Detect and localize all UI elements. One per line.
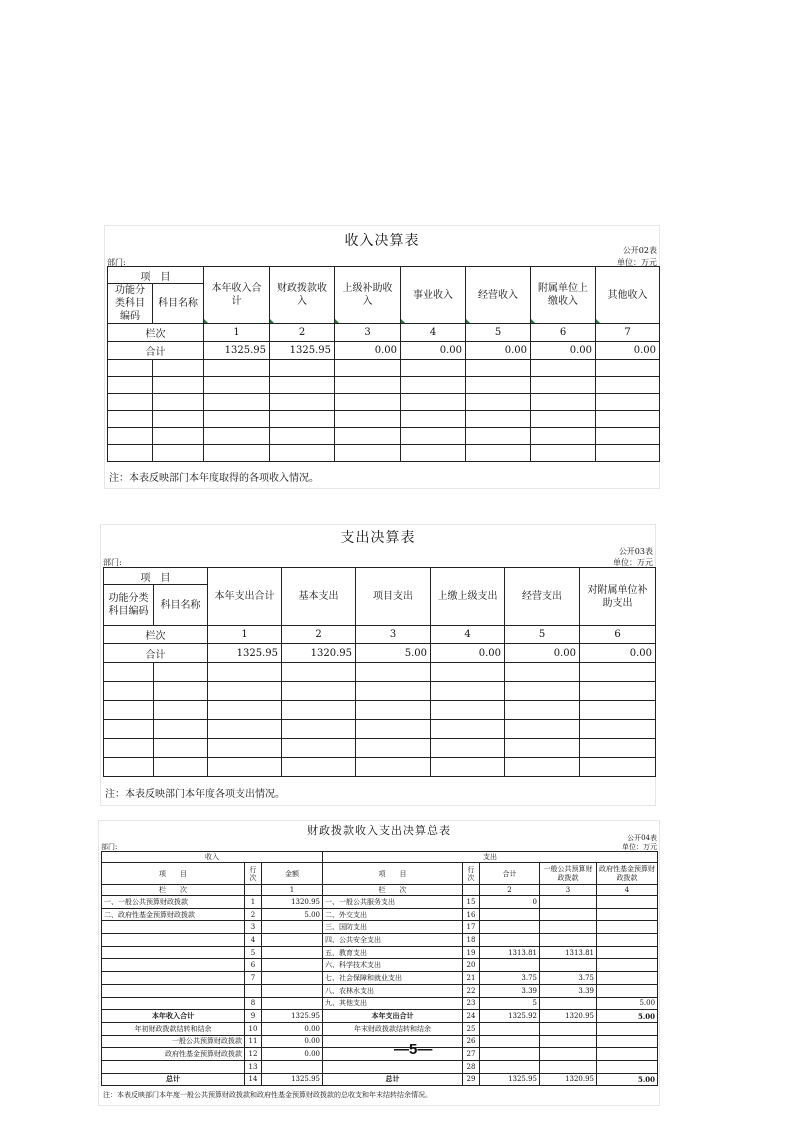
fiscal-in-amount [262,921,323,934]
fiscal-ex-general [540,1048,597,1061]
fiscal-ex-fund [597,972,658,985]
fiscal-ex-rowno: 28 [463,1060,480,1073]
fiscal-ex-total: 0 [480,896,540,909]
fiscal-ex-label [323,1048,463,1061]
fiscal-ex-general: 1320.95 [540,1073,597,1086]
fiscal-in-amount: 1325.95 [262,1073,323,1086]
table-row [108,411,660,428]
income-total-value: 0.00 [531,342,596,360]
fiscal-in-label [102,972,245,985]
table-row [102,959,658,972]
expense-colnum: 6 [580,626,656,644]
fiscal-in-amount: 1320.95 [262,896,323,909]
fiscal-in-amount: 0.00 [262,1048,323,1061]
table-row [102,946,658,959]
expense-header-name: 科目名称 [154,585,208,626]
fiscal-ex-item-header: 项 目 [323,863,463,885]
fiscal-in-amount [262,934,323,947]
fiscal-in-label: 二、政府性基金预算财政拨款 [102,908,245,921]
fiscal-ex-fund-header: 政府性基金预算财政拨款 [597,863,658,885]
expense-header-item: 项 目 [104,568,208,585]
fiscal-colnum: 3 [540,885,597,896]
expense-dept: 部门: [103,558,122,567]
fiscal-in-label: 总计 [102,1073,245,1086]
income-colnum: 5 [466,324,531,342]
fiscal-ex-fund [597,908,658,921]
fiscal-ex-total [480,908,540,921]
income-col-1: 本年收入合计 [204,267,270,324]
expense-colnum: 5 [505,626,580,644]
fiscal-in-item-header: 项 目 [102,863,245,885]
income-dept: 部门: [107,258,126,267]
fiscal-ex-rowno: 29 [463,1073,480,1086]
fiscal-ex-label: 本年支出合计 [323,1010,463,1023]
fiscal-ex-rowno: 17 [463,921,480,934]
fiscal-ex-rowno: 25 [463,1022,480,1035]
table-row [104,663,656,682]
fiscal-in-label [102,984,245,997]
fiscal-in-rowno: 10 [245,1022,262,1035]
table-row [102,921,658,934]
fiscal-ex-total: 1325.92 [480,1010,540,1023]
expense-total-label: 合计 [104,644,208,663]
income-colnum: 3 [335,324,401,342]
fiscal-in-label: 年初财政拨款结转和结余 [102,1022,245,1035]
income-colnum: 6 [531,324,596,342]
fiscal-ex-total: 1325.95 [480,1073,540,1086]
fiscal-code: 公开04表 [627,834,657,842]
income-col-7: 其他收入 [596,267,660,324]
fiscal-ex-fund: 5.00 [597,997,658,1010]
table-row [104,701,656,720]
fiscal-in-amount: 0.00 [262,1035,323,1048]
fiscal-ex-rowno: 20 [463,959,480,972]
fiscal-in-rowno: 3 [245,921,262,934]
fiscal-sheet [98,820,660,1106]
income-total-value: 1325.95 [270,342,335,360]
fiscal-ex-rowno: 21 [463,972,480,985]
fiscal-ex-label: 九、其他支出 [323,997,463,1010]
fiscal-ex-general [540,934,597,947]
fiscal-in-amount-header: 金额 [262,863,323,885]
fiscal-ex-rowno: 23 [463,997,480,1010]
fiscal-ex-rowno: 26 [463,1035,480,1048]
fiscal-ex-total: 1313.81 [480,946,540,959]
fiscal-table [101,851,658,1086]
expense-code: 公开03表 [618,547,653,556]
fiscal-ex-total [480,1048,540,1061]
table-row [108,445,660,462]
expense-col-4: 上缴上级支出 [431,568,505,626]
income-header-item: 项 目 [108,267,204,284]
expense-table [103,567,656,777]
income-header-func: 功能分类科目编码 [108,284,153,324]
fiscal-ex-label: 四、公共安全支出 [323,934,463,947]
table-row [102,1048,658,1061]
fiscal-ex-fund: 5.00 [597,1010,658,1023]
fiscal-in-rowno: 12 [245,1048,262,1061]
fiscal-ex-general: 1320.95 [540,1010,597,1023]
fiscal-in-rowno-header: 行次 [245,863,262,885]
table-row [108,394,660,411]
fiscal-ex-rowno-header: 行次 [463,863,480,885]
expense-col-1: 本年支出合计 [208,568,282,626]
fiscal-ex-total [480,921,540,934]
expense-col-3: 项目支出 [356,568,431,626]
fiscal-in-rowno: 4 [245,934,262,947]
page-number: —5— [394,1041,433,1058]
fiscal-in-label [102,946,245,959]
fiscal-in-rowno: 7 [245,972,262,985]
fiscal-ex-colnum-label: 栏 次 [323,885,463,896]
fiscal-ex-rowno: 16 [463,908,480,921]
fiscal-colnum: 1 [262,885,323,896]
table-row [104,739,656,758]
fiscal-ex-total [480,934,540,947]
fiscal-ex-general [540,959,597,972]
fiscal-ex-fund [597,1022,658,1035]
fiscal-ex-rowno: 19 [463,946,480,959]
fiscal-ex-fund: 5.00 [597,1073,658,1086]
fiscal-in-label: 一、一般公共预算财政拨款 [102,896,245,909]
fiscal-ex-label [323,1035,463,1048]
fiscal-ex-total [480,1035,540,1048]
table-row [102,934,658,947]
fiscal-ex-fund [597,1060,658,1073]
fiscal-in-rowno: 8 [245,997,262,1010]
expense-colnum: 3 [356,626,431,644]
income-total-value: 0.00 [401,342,466,360]
fiscal-ex-total: 3.75 [480,972,540,985]
fiscal-in-amount [262,946,323,959]
fiscal-unit: 单位：万元 [622,843,657,851]
expense-colnum: 2 [282,626,356,644]
expense-total-value: 0.00 [580,644,656,663]
fiscal-in-amount: 0.00 [262,1022,323,1035]
fiscal-ex-total: 3.39 [480,984,540,997]
fiscal-ex-general [540,896,597,909]
fiscal-dept: 部门: [101,843,118,851]
income-total-value: 1325.95 [204,342,270,360]
fiscal-in-label: 一般公共预算财政拨款 [102,1035,245,1048]
income-colnum: 2 [270,324,335,342]
fiscal-in-amount [262,959,323,972]
expense-colnum: 1 [208,626,282,644]
fiscal-ex-label: 六、科学技术支出 [323,959,463,972]
expense-unit: 单位：万元 [613,558,653,567]
fiscal-ex-fund [597,1035,658,1048]
fiscal-colnum: 2 [480,885,540,896]
fiscal-expense-header: 支出 [323,852,658,863]
income-colnum-label: 栏次 [108,324,204,342]
expense-col-5: 经营支出 [505,568,580,626]
fiscal-ex-total [480,1022,540,1035]
fiscal-in-amount: 5.00 [262,908,323,921]
income-col-2: 财政拨款收入 [270,267,335,324]
fiscal-ex-label: 三、国防支出 [323,921,463,934]
fiscal-ex-total: 5 [480,997,540,1010]
fiscal-ex-general [540,1035,597,1048]
fiscal-ex-rowno: 22 [463,984,480,997]
fiscal-ex-label: 七、社会保障和就业支出 [323,972,463,985]
fiscal-colnum: 4 [597,885,658,896]
fiscal-ex-general-header: 一般公共预算财政拨款 [540,863,597,885]
fiscal-title: 财政拨款收入支出决算总表 [307,824,451,837]
fiscal-in-amount: 1325.95 [262,1010,323,1023]
income-colnum: 1 [204,324,270,342]
income-col-3: 上级补助收入 [335,267,401,324]
fiscal-in-label [102,959,245,972]
fiscal-ex-label: 年末财政拨款结转和结余 [323,1022,463,1035]
table-row [108,428,660,445]
fiscal-ex-label: 八、农林水支出 [323,984,463,997]
fiscal-ex-rowno: 27 [463,1048,480,1061]
income-header-name: 科目名称 [153,284,204,324]
fiscal-in-label: 政府性基金预算财政拨款 [102,1048,245,1061]
fiscal-in-rowno: 9 [245,1010,262,1023]
expense-total-value: 1320.95 [282,644,356,663]
fiscal-ex-general [540,908,597,921]
income-total-value: 0.00 [596,342,660,360]
fiscal-ex-label: 总计 [323,1073,463,1086]
fiscal-ex-fund [597,1048,658,1061]
fiscal-in-colnum-label: 栏 次 [102,885,245,896]
income-sheet [104,225,660,489]
fiscal-in-rowno [245,984,262,997]
fiscal-in-label [102,934,245,947]
income-col-4: 事业收入 [401,267,466,324]
income-col-5: 经营收入 [466,267,531,324]
table-row [102,984,658,997]
fiscal-ex-fund [597,896,658,909]
expense-col-2: 基本支出 [282,568,356,626]
income-col-6: 附属单位上缴收入 [531,267,596,324]
fiscal-ex-rowno: 24 [463,1010,480,1023]
fiscal-income-header: 收入 [102,852,323,863]
fiscal-ex-general [540,1060,597,1073]
fiscal-ex-general: 3.39 [540,984,597,997]
fiscal-ex-label: 二、外交支出 [323,908,463,921]
income-code: 公开02表 [622,246,657,255]
fiscal-ex-label [323,1060,463,1073]
expense-total-value: 5.00 [356,644,431,663]
table-row [102,1022,658,1035]
fiscal-ex-fund [597,984,658,997]
fiscal-rows [102,896,658,1086]
fiscal-in-rowno: 6 [245,959,262,972]
fiscal-in-amount [262,1060,323,1073]
fiscal-ex-label: 五、教育支出 [323,946,463,959]
fiscal-ex-general [540,997,597,1010]
fiscal-in-rowno: 2 [245,908,262,921]
expense-sheet [100,524,656,806]
expense-colnum-label: 栏次 [104,626,208,644]
income-colnum: 7 [596,324,660,342]
income-table [107,266,660,462]
fiscal-ex-general: 1313.81 [540,946,597,959]
fiscal-in-label [102,997,245,1010]
income-title: 收入决算表 [344,233,420,249]
fiscal-in-rowno: 13 [245,1060,262,1073]
fiscal-in-rowno: 11 [245,1035,262,1048]
table-row [102,997,658,1010]
fiscal-ex-fund [597,921,658,934]
table-row [104,682,656,701]
fiscal-ex-total-header: 合计 [480,863,540,885]
expense-total-value: 0.00 [505,644,580,663]
income-colnum: 4 [401,324,466,342]
fiscal-ex-label: 一、一般公共服务支出 [323,896,463,909]
table-row [102,908,658,921]
table-row [102,1035,658,1048]
table-row [102,1010,658,1023]
fiscal-in-rowno: 14 [245,1073,262,1086]
income-total-value: 0.00 [466,342,531,360]
income-total-label: 合计 [108,342,204,360]
table-row [108,377,660,394]
fiscal-in-label: 本年收入合计 [102,1010,245,1023]
expense-header-func: 功能分类科目编码 [104,585,154,626]
fiscal-in-label [102,1060,245,1073]
expense-total-value: 0.00 [431,644,505,663]
fiscal-ex-fund [597,946,658,959]
fiscal-in-amount [262,984,323,997]
fiscal-in-label [102,921,245,934]
fiscal-ex-total [480,959,540,972]
fiscal-in-amount [262,997,323,1010]
income-unit: 单位：万元 [617,258,657,267]
fiscal-in-amount [262,972,323,985]
expense-total-value: 1325.95 [208,644,282,663]
expense-title: 支出决算表 [340,530,416,546]
fiscal-ex-general [540,921,597,934]
income-note: 注：本表反映部门本年度取得的各项收入情况。 [109,473,319,484]
fiscal-in-rowno: 1 [245,896,262,909]
expense-note: 注：本表反映部门本年度各项支出情况。 [105,789,285,800]
table-row [108,360,660,377]
fiscal-ex-total [480,1060,540,1073]
fiscal-note: 注：本表反映部门本年度一般公共预算财政拨款和政府性基金预算财政拨款的总收支和年末结转结余情况。 [103,1091,432,1099]
table-row [102,1060,658,1073]
table-row [102,1073,658,1086]
fiscal-in-rowno: 5 [245,946,262,959]
table-row [102,896,658,909]
table-row [104,720,656,739]
table-row [104,758,656,777]
fiscal-ex-fund [597,934,658,947]
expense-colnum: 4 [431,626,505,644]
fiscal-ex-rowno: 18 [463,934,480,947]
table-row [102,972,658,985]
fiscal-ex-general [540,1022,597,1035]
fiscal-ex-fund [597,959,658,972]
fiscal-ex-rowno: 15 [463,896,480,909]
fiscal-ex-general: 3.75 [540,972,597,985]
expense-col-6: 对附属单位补助支出 [580,568,656,626]
income-total-value: 0.00 [335,342,401,360]
